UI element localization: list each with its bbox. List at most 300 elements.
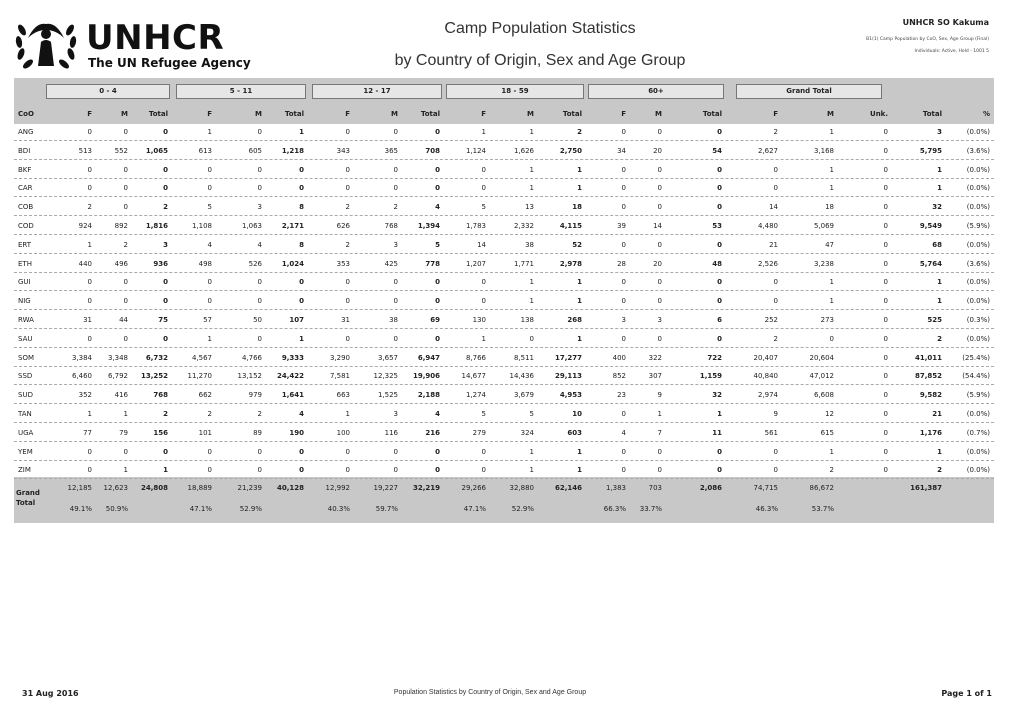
age-group-header: 18 - 59 — [446, 84, 584, 99]
table-cell: 1 — [529, 297, 534, 306]
grand-total-cell: 2,086 — [699, 484, 722, 492]
table-cell: 1 — [529, 278, 534, 287]
table-cell: 1,218 — [281, 146, 304, 155]
table-cell: 0 — [123, 278, 128, 287]
table-cell: 5,795 — [919, 146, 942, 155]
row-country-code: NIG — [18, 297, 31, 306]
table-cell: 107 — [289, 316, 304, 324]
grand-total-percent: 46.3% — [755, 505, 778, 513]
table-cell: 0 — [435, 297, 440, 306]
table-cell: 0 — [883, 278, 888, 287]
age-group-header: 5 - 11 — [176, 84, 306, 99]
table-cell: 2,978 — [559, 259, 582, 268]
table-cell: 47,012 — [809, 372, 834, 381]
column-header-m: M — [655, 110, 662, 118]
table-cell: 0 — [207, 278, 212, 287]
table-cell: 44 — [119, 316, 128, 324]
table-cell: 5 — [481, 410, 486, 418]
table-cell: 400 — [612, 353, 626, 362]
table-cell: 353 — [336, 259, 350, 268]
row-country-code: SAU — [18, 334, 33, 343]
table-cell: 2,332 — [513, 222, 534, 230]
grand-total-label — [16, 488, 40, 508]
table-cell: 6,460 — [71, 372, 92, 381]
table-cell: 0 — [529, 334, 534, 343]
table-cell: 892 — [114, 222, 128, 230]
table-cell: 7,581 — [329, 372, 350, 381]
table-cell: 1,274 — [465, 391, 486, 400]
table-cell: 31 — [341, 316, 350, 324]
table-cell: 0 — [87, 184, 92, 193]
table-cell: 0 — [657, 203, 662, 212]
table-cell: (0.0%) — [966, 447, 990, 456]
row-divider — [14, 460, 994, 461]
table-cell: 2 — [829, 466, 834, 475]
table-cell: 57 — [203, 316, 212, 324]
table-cell: 1 — [481, 334, 486, 343]
table-cell: 0 — [163, 128, 168, 136]
table-cell: 87,852 — [914, 372, 942, 381]
table-cell: 0 — [481, 165, 486, 174]
grand-total-cell: 19,227 — [373, 484, 398, 492]
table-cell: 130 — [472, 316, 486, 324]
table-cell: 0 — [621, 203, 626, 212]
age-group-header: 0 - 4 — [46, 84, 170, 99]
table-cell: 0 — [257, 184, 262, 193]
table-cell: 0 — [393, 184, 398, 193]
table-cell: 1,783 — [465, 222, 486, 230]
table-cell: 0 — [435, 447, 440, 456]
row-country-code: ANG — [18, 128, 34, 136]
table-cell: 0 — [773, 165, 778, 174]
table-cell: 2 — [937, 466, 942, 475]
table-cell: 2 — [123, 240, 128, 249]
table-cell: 561 — [764, 428, 778, 437]
table-cell: 0 — [207, 466, 212, 475]
table-cell: 0 — [345, 184, 350, 193]
row-divider — [14, 422, 994, 423]
row-country-code: YEM — [18, 447, 33, 456]
column-header-m: M — [391, 110, 398, 118]
table-cell: 3,168 — [813, 146, 834, 155]
table-cell: 5 — [207, 203, 212, 212]
table-cell: 708 — [425, 146, 440, 155]
table-cell: 0 — [621, 184, 626, 193]
table-cell: 0 — [621, 334, 626, 343]
table-cell: 0 — [883, 391, 888, 400]
table-cell: 0 — [621, 297, 626, 306]
table-cell: 0 — [883, 428, 888, 437]
table-cell: 0 — [257, 447, 262, 456]
table-cell: 23 — [617, 391, 626, 400]
column-header-total: Total — [562, 110, 582, 118]
table-cell: 40,840 — [753, 372, 778, 381]
table-cell: 0 — [123, 297, 128, 306]
age-group-header: 60+ — [588, 84, 724, 99]
grand-total-cell: 12,992 — [325, 484, 350, 492]
table-cell: 3 — [393, 410, 398, 418]
table-cell: 0 — [345, 466, 350, 475]
row-divider — [14, 290, 994, 291]
table-cell: 3 — [621, 316, 626, 324]
table-cell: 9 — [773, 410, 778, 418]
grand-total-cell: 21,239 — [237, 484, 262, 492]
table-cell: 0 — [717, 297, 722, 306]
table-cell: 1,024 — [281, 259, 304, 268]
table-cell: 32 — [932, 203, 942, 212]
grand-total-percent: 53.7% — [811, 505, 834, 513]
table-cell: 2,188 — [417, 391, 440, 400]
table-cell: 1 — [87, 410, 92, 418]
table-cell: 0 — [393, 447, 398, 456]
table-cell: 39 — [617, 222, 626, 230]
column-header-f: F — [481, 110, 486, 118]
table-cell: 0 — [393, 278, 398, 287]
column-header-m: M — [827, 110, 834, 118]
table-cell: 0 — [883, 466, 888, 475]
grand-total-cell: 161,387 — [910, 484, 942, 492]
table-cell: 322 — [648, 353, 662, 362]
table-cell: (54.4%) — [962, 372, 990, 381]
table-cell: 0 — [621, 410, 626, 418]
table-cell: 2,171 — [281, 222, 304, 230]
column-header-f: F — [345, 110, 350, 118]
table-cell: 0 — [207, 184, 212, 193]
table-cell: 18 — [825, 203, 834, 212]
table-cell: 0 — [883, 297, 888, 306]
table-cell: 14 — [653, 222, 662, 230]
table-cell: 68 — [932, 240, 942, 249]
table-cell: 19,906 — [412, 372, 440, 381]
table-cell: 0 — [299, 447, 304, 456]
row-country-code: BKF — [18, 165, 32, 174]
grand-total-label-line1: Grand — [16, 489, 40, 497]
table-cell: 4 — [207, 240, 212, 249]
table-cell: 1,816 — [145, 222, 168, 230]
table-cell: 0 — [773, 466, 778, 475]
table-cell: 768 — [384, 222, 398, 230]
table-cell: 1,626 — [513, 146, 534, 155]
table-cell: 0 — [123, 165, 128, 174]
table-cell: 3 — [257, 203, 262, 212]
table-cell: 100 — [336, 428, 350, 437]
table-cell: 2 — [345, 240, 350, 249]
table-cell: 0 — [717, 203, 722, 212]
table-cell: 440 — [78, 259, 92, 268]
table-cell: 1 — [345, 410, 350, 418]
table-cell: 1,525 — [377, 391, 398, 400]
table-cell: 268 — [567, 316, 582, 324]
table-cell: 0 — [773, 297, 778, 306]
table-cell: 6 — [717, 316, 722, 324]
table-cell: 5,069 — [813, 222, 834, 230]
table-cell: 0 — [717, 334, 722, 343]
table-cell: 31 — [83, 316, 92, 324]
report-code: B1(1) Camp Population by CoO, Sex, Age Group (Final) — [866, 37, 989, 42]
row-divider — [14, 403, 994, 404]
table-cell: 89 — [253, 428, 262, 437]
table-cell: 1,641 — [281, 391, 304, 400]
table-cell: 18 — [572, 203, 582, 212]
table-cell: 0 — [435, 278, 440, 287]
table-cell: 190 — [289, 428, 304, 437]
table-cell: 0 — [883, 184, 888, 193]
row-country-code: COB — [18, 203, 34, 212]
table-cell: 0 — [257, 128, 262, 136]
table-cell: 1,176 — [919, 428, 942, 437]
table-cell: 2 — [163, 203, 168, 212]
column-header-total: Total — [420, 110, 440, 118]
table-cell: 0 — [87, 165, 92, 174]
grand-total-percent: 47.1% — [189, 505, 212, 513]
column-header-m: M — [121, 110, 128, 118]
table-cell: 0 — [299, 278, 304, 287]
table-cell: 343 — [336, 146, 350, 155]
table-cell: 0 — [87, 128, 92, 136]
table-cell: 1 — [937, 297, 942, 306]
table-cell: 20 — [653, 146, 662, 155]
column-header-total: Total — [702, 110, 722, 118]
table-cell: 1 — [577, 165, 582, 174]
row-divider — [14, 478, 994, 479]
row-divider — [14, 178, 994, 179]
table-cell: 526 — [248, 259, 262, 268]
table-cell: 2,750 — [559, 146, 582, 155]
table-cell: 0 — [883, 146, 888, 155]
grand-total-cell: 74,715 — [753, 484, 778, 492]
grand-total-cell: 1,383 — [605, 484, 626, 492]
table-cell: 1 — [207, 128, 212, 136]
table-cell: 1 — [577, 334, 582, 343]
table-cell: (0.0%) — [966, 466, 990, 475]
table-cell: 1 — [937, 447, 942, 456]
column-header-f: F — [621, 110, 626, 118]
table-cell: 0 — [257, 334, 262, 343]
table-cell: 0 — [657, 466, 662, 475]
table-cell: 1 — [717, 410, 722, 418]
table-cell: 0 — [163, 334, 168, 343]
table-cell: 0 — [345, 447, 350, 456]
column-header-total: Total — [284, 110, 304, 118]
table-cell: (0.7%) — [966, 428, 990, 437]
table-cell: 0 — [883, 165, 888, 174]
table-cell: 4,115 — [559, 222, 582, 230]
table-cell: 1 — [529, 466, 534, 475]
table-cell: 0 — [621, 466, 626, 475]
table-cell: 3,679 — [513, 391, 534, 400]
table-cell: 0 — [163, 165, 168, 174]
table-cell: 0 — [435, 165, 440, 174]
table-cell: 3 — [937, 128, 942, 136]
table-cell: 0 — [345, 165, 350, 174]
table-cell: 0 — [207, 297, 212, 306]
table-cell: 1 — [529, 165, 534, 174]
grand-total-cell: 12,185 — [67, 484, 92, 492]
table-cell: 1 — [207, 334, 212, 343]
table-cell: 252 — [764, 316, 778, 324]
table-cell: 0 — [123, 184, 128, 193]
table-cell: 11 — [712, 428, 722, 437]
table-cell: 2 — [773, 334, 778, 343]
table-cell: 13,252 — [140, 372, 168, 381]
table-cell: 4,953 — [559, 391, 582, 400]
row-divider — [14, 215, 994, 216]
table-cell: 1,065 — [145, 146, 168, 155]
row-divider — [14, 140, 994, 141]
table-cell: 0 — [163, 184, 168, 193]
table-cell: 0 — [345, 128, 350, 136]
table-cell: 4,567 — [191, 353, 212, 362]
table-cell: 0 — [657, 128, 662, 136]
table-cell: 52 — [572, 240, 582, 249]
table-cell: 0 — [393, 466, 398, 475]
table-cell: 3 — [393, 240, 398, 249]
table-cell: 14 — [477, 240, 486, 249]
column-header-m: M — [527, 110, 534, 118]
table-cell: 1,159 — [699, 372, 722, 381]
table-cell: 2 — [257, 410, 262, 418]
table-cell: 0 — [657, 334, 662, 343]
table-cell: 3 — [657, 316, 662, 324]
column-header-total: Total — [922, 110, 942, 118]
table-cell: 1 — [829, 297, 834, 306]
table-cell: 525 — [927, 316, 942, 324]
table-cell: 0 — [773, 447, 778, 456]
table-cell: 1,771 — [513, 259, 534, 268]
table-cell: 0 — [883, 240, 888, 249]
grand-total-percent: 49.1% — [69, 505, 92, 513]
table-cell: 613 — [198, 146, 212, 155]
table-cell: 32 — [712, 391, 722, 400]
row-country-code: ETH — [18, 259, 32, 268]
table-cell: 1,108 — [191, 222, 212, 230]
column-header-total: Total — [148, 110, 168, 118]
row-country-code: COD — [18, 222, 34, 230]
table-cell: 1,124 — [465, 146, 486, 155]
table-cell: 8,766 — [465, 353, 486, 362]
table-cell: 1 — [577, 447, 582, 456]
report-title: Camp Population Statistics — [444, 20, 636, 37]
table-cell: 21 — [932, 410, 942, 418]
table-cell: 1 — [529, 184, 534, 193]
table-cell: 0 — [87, 278, 92, 287]
grand-total-percent: 33.7% — [639, 505, 662, 513]
table-cell: 12 — [825, 410, 834, 418]
table-cell: 101 — [198, 428, 212, 437]
table-cell: 0 — [481, 297, 486, 306]
row-divider — [14, 234, 994, 235]
table-cell: 0 — [717, 128, 722, 136]
table-cell: 0 — [883, 222, 888, 230]
table-cell: 1 — [529, 128, 534, 136]
table-cell: 1 — [87, 240, 92, 249]
table-cell: (5.9%) — [966, 391, 990, 400]
table-cell: 0 — [163, 278, 168, 287]
table-cell: 0 — [87, 334, 92, 343]
table-cell: (3.6%) — [966, 259, 990, 268]
table-cell: 156 — [153, 428, 168, 437]
table-cell: 513 — [78, 146, 92, 155]
row-country-code: CAR — [18, 184, 33, 193]
table-cell: 0 — [883, 447, 888, 456]
table-cell: 0 — [299, 184, 304, 193]
footer-date: 31 Aug 2016 — [22, 689, 79, 698]
table-cell: 6,608 — [813, 391, 834, 400]
grand-total-cell: 703 — [648, 484, 662, 492]
table-cell: 2,526 — [757, 259, 778, 268]
row-country-code: UGA — [18, 428, 34, 437]
table-cell: 1 — [829, 165, 834, 174]
table-cell: 0 — [883, 353, 888, 362]
table-cell: (5.9%) — [966, 222, 990, 230]
table-cell: 2 — [577, 128, 582, 136]
table-cell: 0 — [123, 447, 128, 456]
table-cell: (0.0%) — [966, 297, 990, 306]
table-cell: 1 — [829, 184, 834, 193]
table-cell: (0.0%) — [966, 203, 990, 212]
table-cell: 14,436 — [509, 372, 534, 381]
table-cell: 0 — [163, 297, 168, 306]
row-divider — [14, 159, 994, 160]
table-cell: 75 — [158, 316, 168, 324]
age-group-header: 12 - 17 — [312, 84, 442, 99]
table-cell: 0 — [257, 297, 262, 306]
table-cell: 0 — [299, 165, 304, 174]
grand-total-cell: 40,128 — [276, 484, 304, 492]
table-cell: 8 — [299, 240, 304, 249]
grand-total-cell: 29,266 — [461, 484, 486, 492]
table-cell: 0 — [123, 128, 128, 136]
table-cell: 1 — [829, 128, 834, 136]
table-cell: 662 — [198, 391, 212, 400]
table-cell: 2 — [163, 410, 168, 418]
table-cell: 307 — [648, 372, 662, 381]
table-cell: 54 — [712, 146, 722, 155]
table-cell: 2 — [773, 128, 778, 136]
unhcr-logo — [14, 18, 251, 74]
grand-total-cell: 18,889 — [187, 484, 212, 492]
row-country-code: SOM — [18, 353, 34, 362]
table-cell: (0.0%) — [966, 410, 990, 418]
table-cell: 3,657 — [377, 353, 398, 362]
table-cell: 778 — [425, 259, 440, 268]
table-cell: 2 — [393, 203, 398, 212]
logo-wordmark: UNHCR — [86, 18, 225, 58]
table-cell: 4 — [299, 410, 304, 418]
table-cell: 38 — [389, 316, 398, 324]
table-cell: 0 — [435, 128, 440, 136]
table-cell: 0 — [883, 410, 888, 418]
table-cell: 0 — [883, 316, 888, 324]
table-cell: 1 — [529, 447, 534, 456]
row-divider — [14, 253, 994, 254]
table-cell: 0 — [257, 278, 262, 287]
table-cell: 0 — [257, 165, 262, 174]
table-cell: 1 — [937, 184, 942, 193]
table-cell: 41,011 — [914, 353, 942, 362]
table-cell: 0 — [621, 128, 626, 136]
table-cell: 48 — [712, 259, 722, 268]
table-cell: 2 — [937, 334, 942, 343]
table-cell: 1 — [577, 278, 582, 287]
table-cell: 0 — [717, 447, 722, 456]
table-cell: 0 — [481, 466, 486, 475]
grand-total-label-line2: Total — [16, 499, 36, 507]
table-cell: 2 — [207, 410, 212, 418]
table-cell: 0 — [883, 372, 888, 381]
table-cell: 496 — [114, 259, 128, 268]
table-cell: 0 — [207, 447, 212, 456]
